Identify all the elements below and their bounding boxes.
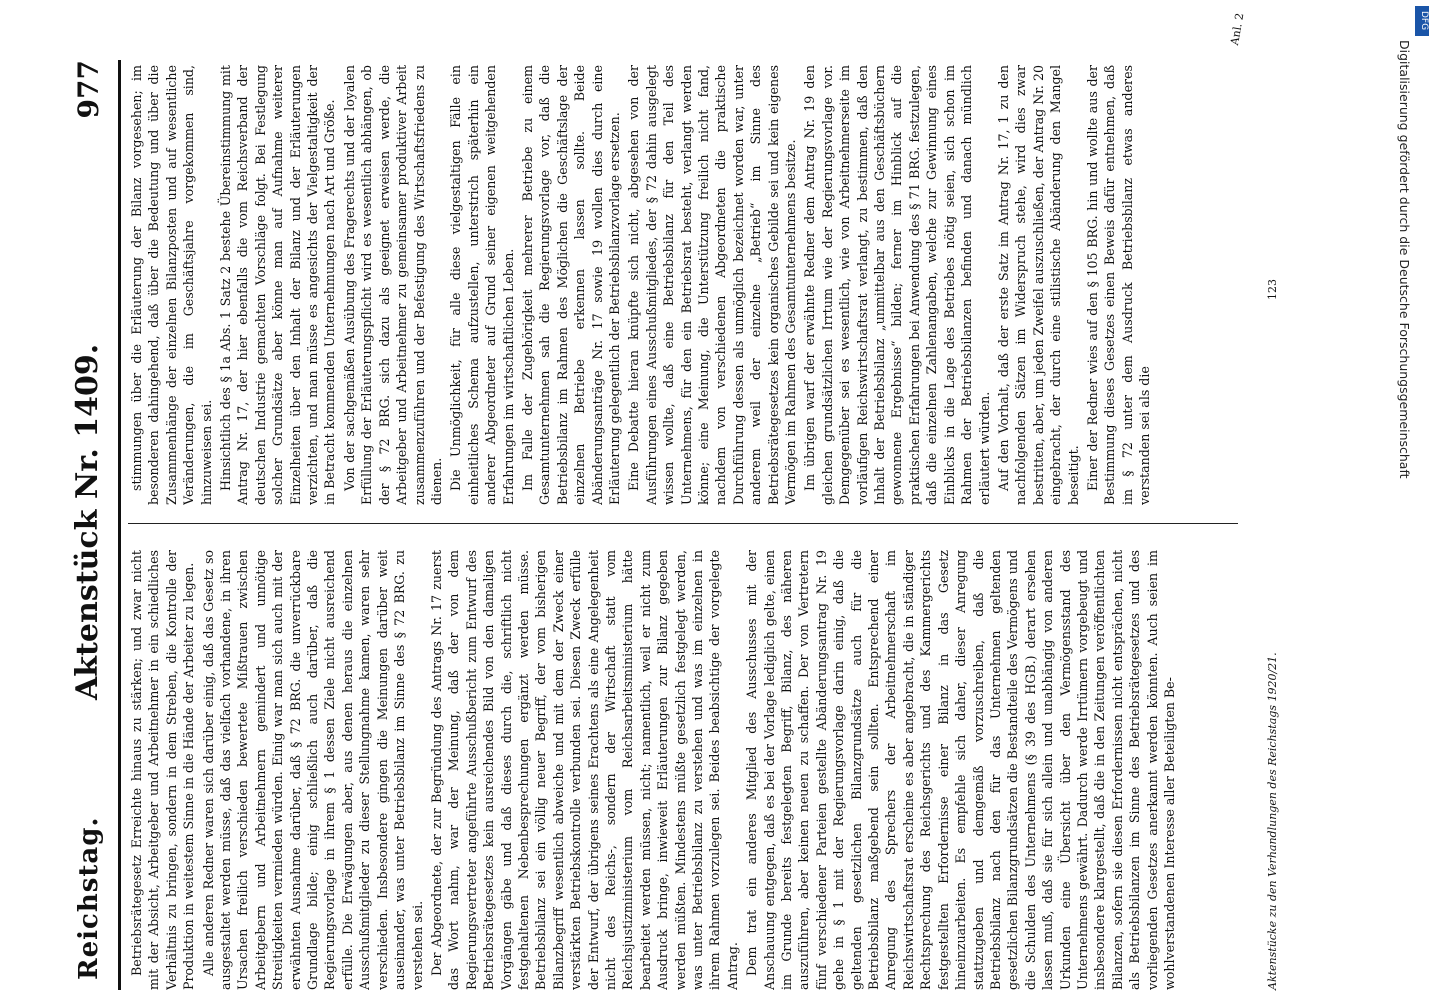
header-rule (118, 60, 121, 990)
digitization-credit (1392, 40, 1414, 940)
header-page-number: 977 (72, 60, 105, 119)
paragraph: Im übrigen warf der erwähnte Redner dem Antrag Nr. 19 den gleichen grundsätzlichen Irrtum wie der Regierungsvorlage vor. Demgegenüber sei es wesentlich, wie von Arbeitnehmerseite im vorläufigen Reichswirtschaftsrat verlangt, zu bestimmen, daß den Inhalt der Betriebsbilanz „unmittelbar aus den Geschäftsbüchern gewonnene Ergebnisse“ bilden; ferner im Hinblick auf die praktischen Erfahrungen bei Anwendung des § 71 BRG. festzulegen, daß die einzelnen Zahlenangaben, welche zur Gewinnung eines Einblicks in die Lage des Betriebes nötig seien, sich schon im Rahmen der Betriebsbilanzen befinden und danach mündlich erläutert würden. (802, 65, 992, 505)
text-column-right (128, 65, 1258, 505)
rotated-document-page (70, 50, 1310, 1000)
column-divider (128, 523, 1238, 524)
header-document-title: Aktenstück Nr. 1409. (70, 343, 105, 700)
paragraph: Im Falle der Zugehörigkeit mehrerer Betriebe zu einem Gesamtunternehmen sah die Regierungsvorlage vor, daß die Betriebsbilanz im Rahmen des Möglichen die Geschäftslage der einzelnen Betriebe erkennen lassen sollte. Beide Abänderungsanträge Nr. 17 sowie 19 wollen dies durch eine Erläuterung gelegentlich der Betriebsbilanzvorlage ersetzen. (519, 65, 622, 505)
paragraph: Die Unmöglichkeit, für alle diese vielgestaltigen Fälle ein einheitliches Schema aufzustellen, unterstrich späterhin ein anderer Abgeordneter auf Grund seiner eigenen weitgehenden Erfahrungen im wirtschaftlichen Leben. (448, 65, 516, 505)
paragraph: Dem trat ein anderes Mitglied des Ausschusses mit der Anschauung entgegen, daß es bei der Vorlage lediglich gelte, einen im Grunde bereits festgelegten Begriff, Bilanz, des näheren auszuführen, aber keinen neuen zu schaffen. Der von Vertretern fünf verschiedener Parteien gestellte Abänderungsantrag Nr. 19 gehe in § 1 mit der Regierungsvorlage darin einig, daß die geltenden gesetzlichen Bilanzgrundsätze auch für die Betriebsbilanz maßgebend sein sollten. Entsprechend einer Anregung des Sprechers der Arbeitnehmerschaft im Reichswirtschaftsrat erscheine es aber angebracht, die in ständiger Rechtsprechung des Reichsgerichts und des Kammergerichts festgestellten Erfordernisse einer Bilanz in das Gesetz hineinzuarbeiten. Es empfehle sich daher, dieser Anregung stattzugeben und demgemäß vorzuschreiben, daß die Betriebsbilanz nach den für das Unternehmen geltenden gesetzlichen Bilanzgrundsätzen die Bestandteile des Vermögens und die Schulden des Unternehmens (§ 39 des HGB.) derart ersehen lassen muß, daß sie für sich allein und unabhängig von anderen Urkunden eine Übersicht über den Vermögensstand des Unternehmens gewährt. Dadurch werde Irrtümern vorgebeugt und insbesondere klargestellt, daß die in den Zeitungen veröffentlichten Bilanzen, sofern sie diesen Erfordernissen nicht entsprächen, nicht als Betriebsbilanzen im Sinne des Betriebsrätegesetzes und des vorliegenden Gesetzes anerkannt werden könnten. Auch seien im wohlverstandenen Interesse aller Beteiligten Be- (744, 550, 1177, 990)
paragraph: Alle anderen Redner waren sich darüber einig, daß das Gesetz so ausgestaltet werden müsse, daß das vielfach vorhandene, in ihren Ursachen freilich verschieden bewertete Mißtrauen zwischen Arbeitgebern und Arbeitnehmern gemindert und unnötige Streitigkeiten vermieden würden. Einig war man sich auch mit der erwähnten Ausnahme darüber, daß § 72 BRG. die unverrückbare Grundlage bilde; einig schließlich auch darüber, daß die Regierungsvorlage in ihrem § 1 dessen Ziele nicht ausreichend erfülle. Die Erwägungen aber, aus denen heraus die einzelnen Ausschußmitglieder zu dieser Stellungnahme kamen, waren sehr verschieden. Insbesondere gingen die Meinungen darüber weit auseinander, was unter Betriebsbilanz im Sinne des § 72 BRG. zu verstehen sei. (200, 550, 425, 990)
paragraph: Betriebsrätegesetz Erreichte hinaus zu stärken; und zwar nicht mit der Absicht, Arbeitgeber und Arbeitnehmer in ein schiedliches Verhältnis zu bringen, sondern in dem Streben, die Kontrolle der Produktion in weitestem Sinne in die Hände der Arbeiter zu legen. (129, 550, 197, 990)
bottom-page-number: 123 (1266, 279, 1279, 300)
margin-note: Anl. 2 (1228, 11, 1247, 47)
paragraph: Eine Debatte hieran knüpfte sich nicht, abgesehen von der Ausführungen eines Ausschußmitgliedes, der § 72 dahin ausgelegt wissen wollte, daß eine Betriebsbilanz für den Teil des Unternehmens, für den ein Betriebsrat besteht, verlangt werden könne; eine Meinung, die Unterstützung freilich nicht fand, nachdem von verschiedenen Abgeordneten die praktische Durchführung dessen als unmöglich bezeichnet worden war, unter anderem weil der einzelne „Betrieb“ im Sinne des Betriebsrätegesetzes kein organisches Gebilde sei und kein eigenes Vermögen im Rahmen des Gesamtunternehmens besitze. (626, 65, 799, 505)
paragraph: Der Abgeordnete, der zur Begründung des Antrags Nr. 17 zuerst das Wort nahm, war der Meinung, daß der von dem Regierungsvertreter angeführte Ausschußbericht zum Entwurf des Betriebsrätegesetzes kein ausreichendes Bild von den damaligen Vorgängen gäbe und daß dieses durch die, schriftlich nicht festgehaltenen Nebenbesprechungen ergänzt werden müsse. Betriebsbilanz sei ein völlig neuer Begriff, der vom bisherigen Bilanzbegriff wesentlich abweiche und mit dem der Zweck einer verstärkten Betriebskontrolle verbunden sei. Diesen Zweck erfülle der Entwurf, der übrigens seines Erachtens als eine Angelegenheit nicht des Reichs-, sondern der Wirtschaft statt vom Reichsjustizministerium vom Reichsarbeitsministerium hätte bearbeitet werden müssen, nicht; namentlich, weil er nicht zum Ausdruck bringe, inwieweit Erläuterungen zur Bilanz gegeben werden müßten. Mindestens müßte gesetzlich festgelegt werden, was unter Betriebsbilanz zu verstehen und was im einzelnen in ihrem Rahmen vorzulegen sei. Beides beabsichtige der vorgelegte Antrag. (428, 550, 740, 990)
paragraph: Hinsichtlich des § 1a Abs. 1 Satz 2 bestehe Übereinstimmung mit Antrag Nr. 17, der hier ebenfalls die vom Reichsverband der deutschen Industrie gemachten Vorschläge folgt. Bei Festlegung solcher Grundsätze aber könne man auf Aufnahme weiterer Einzelheiten über den Inhalt der Bilanz und der Erläuterungen verzichten, und man müsse es angesichts der Vielgestaltigkeit der in Betracht kommenden Unternehmungen nach Art und Größe. (218, 65, 338, 505)
paragraph: Von der sachgemäßen Ausübung des Fragerechts und der loyalen Erfüllung der Erläuterungspflicht wird es wesentlich abhängen, ob der § 72 BRG. sich dazu als geeignet erweisen werde, die Arbeitgeber und Arbeitnehmer zu gemeinsamer produktiver Arbeit zusammenzuführen und der Befestigung des Wirtschaftsfriedens zu dienen. (341, 65, 444, 505)
text-column-left (128, 550, 1258, 990)
digitization-credit-text: Digitalisierung gefördert durch die Deutsche Forschungsgemeinschaft (1397, 40, 1412, 479)
page-header (70, 50, 114, 1000)
paragraph: stimmungen über die Erläuterung der Bilanz vorgesehen; im besonderen dahingehend, daß über die Bedeutung und über die Zusammenhänge der einzelnen Bilanzposten und auf wesentliche Veränderungen, die im Geschäftsjahre vorgekommen sind, hinzuweisen sei. (129, 65, 214, 505)
paragraph: Auf den Vorhalt, daß der erste Satz im Antrag Nr. 17, 1 zu den nachfolgenden Sätzen im Widerspruch stehe, wird dies zwar bestritten, aber, um jeden Zweifel auszuschließen, der Antrag Nr. 20 eingebracht, der durch eine stilistische Abänderung den Mangel beseitigt. (995, 65, 1081, 505)
footnote: Aktenstücke zu den Verhandlungen des Reichstags 1920/21. (1266, 652, 1279, 990)
dfg-logo-badge: DFG (1415, 6, 1429, 36)
paragraph: Einer der Redner wies auf den § 105 BRG. hin und wollte aus der Bestimmung dieses Gesetzes einen Beweis dafür entnehmen, daß im § 72 unter dem Ausdruck Betriebsbilanz etwas anderes verstanden sei als die (1084, 65, 1153, 505)
header-reichstag: Reichstag. (74, 816, 104, 980)
